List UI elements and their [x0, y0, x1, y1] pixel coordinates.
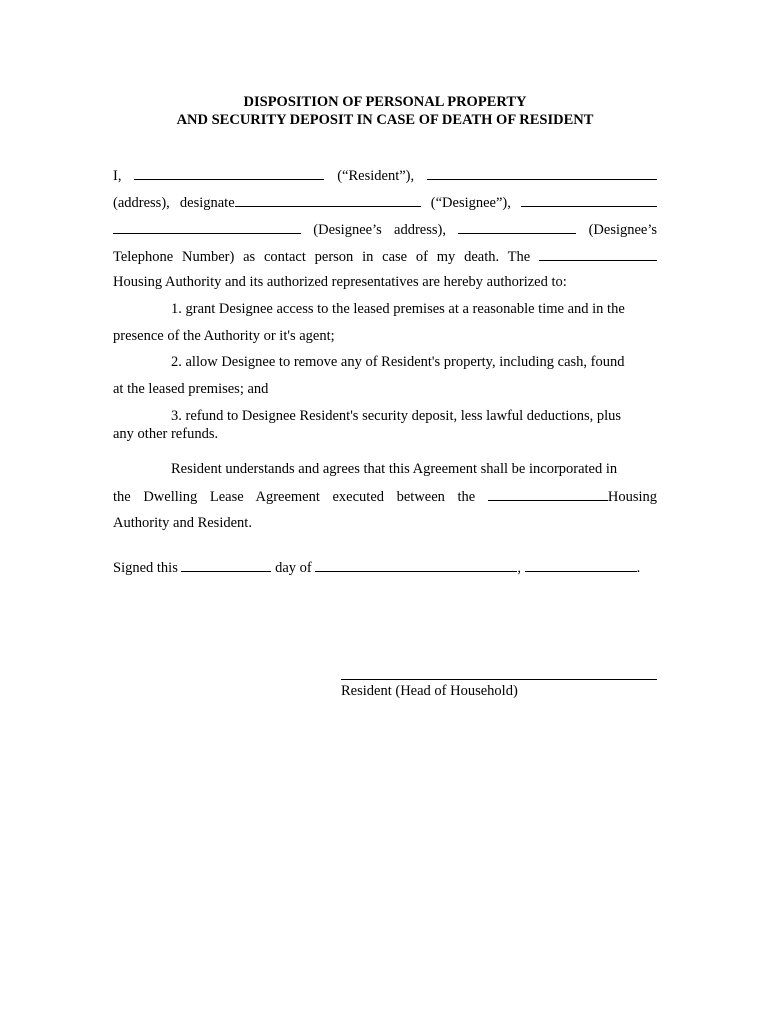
list-item-3: 3. refund to Designee Resident's security deposit, less lawful deductions, plus [171, 408, 622, 424]
list-item-2: 2. allow Designee to remove any of Resident's property, including cash, found [171, 354, 625, 370]
signature-line[interactable] [341, 679, 657, 680]
lease-authority-group [488, 489, 657, 505]
text-designee: (“Designee”), [430, 195, 511, 211]
text-designee-address: (Designee’s address), [313, 222, 446, 238]
agreement-paragraph-line-1: Resident understands and agrees that this Agreement shall be incorporated in [171, 461, 618, 477]
text-signed-this: Signed this [113, 560, 178, 576]
signed-day-blank[interactable] [181, 558, 271, 572]
resident-name-blank[interactable] [134, 166, 324, 180]
text-i: I, [113, 168, 122, 184]
list-item-3-continuation: any other refunds. [113, 426, 219, 442]
text-comma: , [517, 560, 521, 576]
document-title-line-1: DISPOSITION OF PERSONAL PROPERTY [243, 94, 527, 110]
text-telephone-number: Telephone Number) as contact person in case of my death. The [113, 249, 531, 265]
designee-address-blank[interactable] [113, 220, 301, 234]
signed-year-blank[interactable] [525, 558, 637, 572]
telephone-line [113, 247, 657, 266]
text-designee-phone: (Designee’s [588, 222, 658, 238]
text-housing: Housing [607, 489, 657, 505]
text-period: . [636, 560, 641, 576]
text-resident: (“Resident”), [337, 168, 415, 184]
designee-extra-blank[interactable] [521, 193, 657, 207]
list-item-1: 1. grant Designee access to the leased premises at a reasonable time and in the [171, 301, 625, 317]
housing-authority-name-blank[interactable] [539, 247, 657, 261]
text-day-of: day of [275, 560, 312, 576]
list-item-2-continuation: at the leased premises; and [113, 381, 269, 397]
signature-label: Resident (Head of Household) [341, 683, 518, 699]
text-dwelling-lease: the Dwelling Lease Agreement executed between the [113, 489, 476, 505]
resident-line [113, 166, 657, 185]
signed-date-line [113, 558, 657, 577]
designee-address-line [113, 220, 657, 239]
lease-authority-blank[interactable] [488, 487, 608, 501]
authorization-line: Housing Authority and its authorized representatives are hereby authorized to: [113, 274, 567, 290]
text-address-designate: (address), designate [113, 195, 235, 211]
document-title-line-2: AND SECURITY DEPOSIT IN CASE OF DEATH OF RESIDENT [176, 112, 594, 128]
list-item-1-continuation: presence of the Authority or it's agent; [113, 328, 335, 344]
designee-line [113, 193, 657, 212]
designee-phone-blank[interactable] [458, 220, 576, 234]
signed-month-blank[interactable] [315, 558, 517, 572]
agreement-paragraph-line-3: Authority and Resident. [113, 515, 252, 531]
agreement-paragraph-line-2 [113, 487, 657, 506]
designee-name-blank[interactable] [235, 193, 421, 207]
resident-address-blank[interactable] [427, 166, 657, 180]
